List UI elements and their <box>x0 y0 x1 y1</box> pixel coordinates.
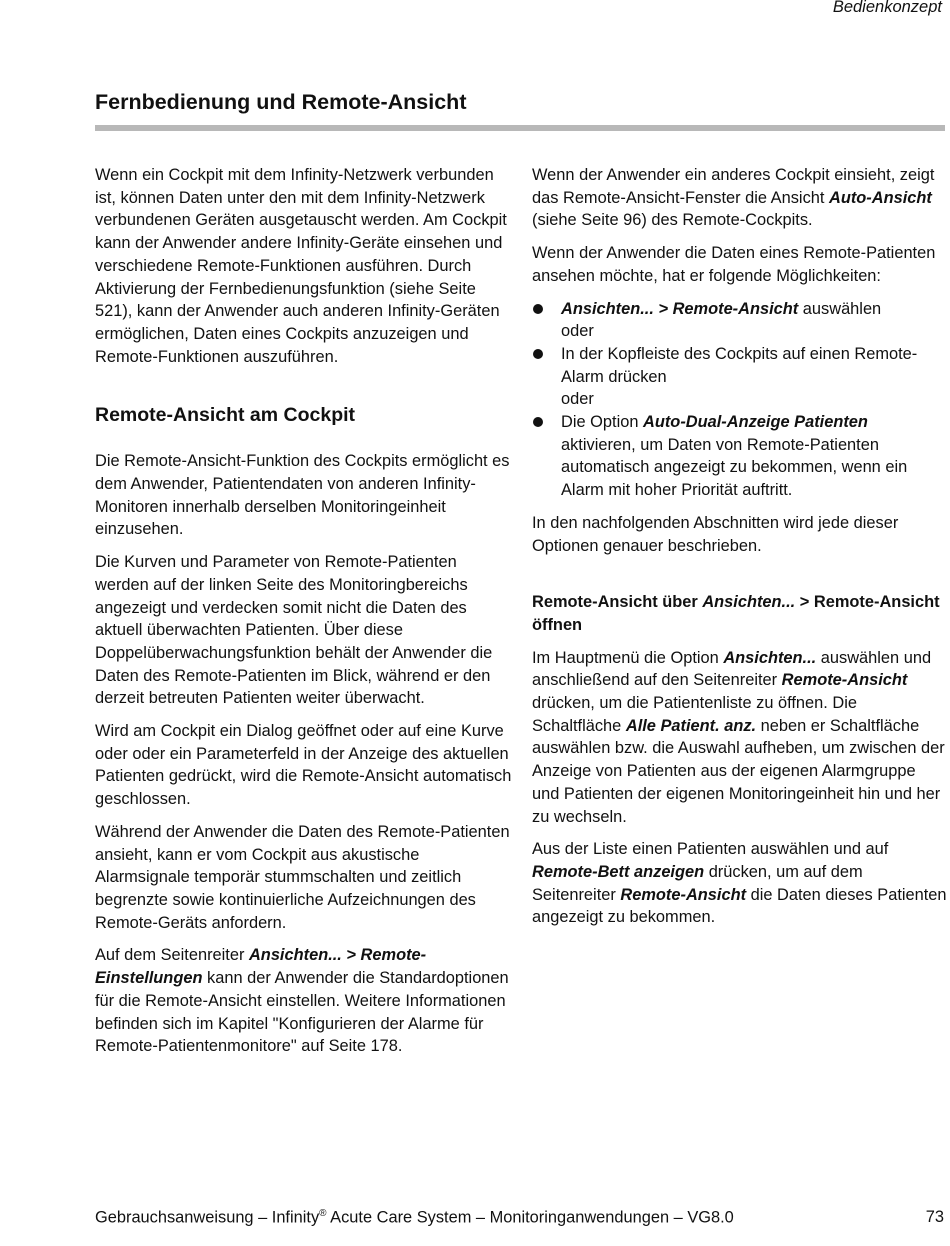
running-header: Bedienkonzept <box>832 0 942 16</box>
remote-view-paragraph: Die Remote-Ansicht-Funktion des Cockpits ermöglicht es dem Anwender, Patientendaten von anderen Infinity-Monitoren innerhalb derselben Monitoringeinheit einzusehen. <box>95 452 510 539</box>
bullet-icon <box>533 304 543 314</box>
footer-text: Gebrauchsanweisung – Infinity® Acute Care System – Monitoringanwendungen – VG8.0 <box>95 1208 734 1227</box>
settings-paragraph: Auf dem Seitenreiter Ansichten... > Remote-Einstellungen kann der Anwender die Standardoptionen für die Remote-Ansicht einstellen. Weitere Informationen befinden sich im Kapitel "Konfigurieren der Alarme für Remote-Patientenmonitore" auf Seite 178. <box>95 946 509 1056</box>
section-heading-remote-ansicht: Remote-Ansicht am Cockpit <box>95 404 356 427</box>
bullet-icon <box>533 417 543 427</box>
term-remote-ansicht: Remote-Ansicht <box>781 671 908 690</box>
term-alle-patient: Alle Patient. anz. <box>625 716 757 735</box>
intro-paragraph: Wenn ein Cockpit mit dem Infinity-Netzwerk verbunden ist, können Daten unter den mit dem Infinity-Netzwerk verbundenen Geräten ausgetauscht werden. Am Cockpit kann der Anwender andere Infinity-Geräte einsehen und verschiedene Remote-Funktionen ausführen. Durch Aktivierung der Fernbedienungsfunktion (siehe Seite 521), kann der Anwender auch anderen Infinity-Geräten ermöglichen, Daten eines Cockpits anzuzeigen und Remote-Funktionen auszuführen. <box>95 166 507 366</box>
auto-close-paragraph: Wird am Cockpit ein Dialog geöffnet oder auf eine Kurve oder oder ein Parameterfeld in der Anzeige des aktuellen Patienten gedrückt, wird die Remote-Ansicht automatisch geschlossen. <box>95 722 512 809</box>
alarm-silence-paragraph: Während der Anwender die Daten des Remote-Patienten ansieht, kann er vom Cockpit aus akustische Alarmsignale temporär stummschalten und zeitlich begrenzte sowie kontinuierliche Aufzeichnungen des Remote-Geräts anfordern. <box>95 822 510 932</box>
subsection-heading-open-remote-view: Remote-Ansicht über Ansichten... > Remote-Ansicht öffnen <box>532 593 940 634</box>
select-patient-paragraph: Aus der Liste einen Patienten auswählen und auf Remote-Bett anzeigen drücken, um auf dem Seitenreiter Remote-Ansicht die Daten dieses Patienten angezeigt zu bekommen. <box>532 840 947 927</box>
list-item: In der Kopfleiste des Cockpits auf einen Remote-Alarm drücken oder <box>532 343 947 411</box>
bullet-icon <box>533 349 543 359</box>
curves-paragraph: Die Kurven und Parameter von Remote-Patienten werden auf der linken Seite des Monitoringbereichs angezeigt und verdecken somit nicht die Daten des aktuell überwachten Patienten. Über diese Doppelüberwachungsfunktion behält der Anwender die Daten des Remote-Patienten im Blick, während er den derzeit betreuten Patienten weiter überwacht. <box>95 553 493 708</box>
list-item: Die Option Auto-Dual-Anzeige Patienten aktivieren, um Daten von Remote-Patienten automatisch angezeigt zu bekommen, wenn ein Alarm mit hoher Priorität auftritt. <box>532 411 947 502</box>
menu-path-remote-einstellungen: Ansichten... > Remote-Einstellungen <box>95 946 427 988</box>
page-title: Fernbedienung und Remote-Ansicht <box>95 90 467 114</box>
following-sections-paragraph: In den nachfolgenden Abschnitten wird jede dieser Optionen genauer beschrieben. <box>532 513 899 555</box>
option-auto-dual-anzeige: Auto-Dual-Anzeige Patienten <box>643 413 868 432</box>
other-cockpit-paragraph: Wenn der Anwender ein anderes Cockpit einsieht, zeigt das Remote-Ansicht-Fenster die Ansicht Auto-Ansicht (siehe Seite 96) des Remote-Cockpits. <box>532 166 935 230</box>
or-label: oder <box>561 322 594 341</box>
term-auto-ansicht: Auto-Ansicht <box>828 188 932 207</box>
page-number: 73 <box>925 1208 944 1226</box>
menu-path-remote-ansicht: Ansichten... > Remote-Ansicht <box>561 299 799 318</box>
term-remote-ansicht-tab: Remote-Ansicht <box>620 885 747 904</box>
title-rule <box>95 125 945 131</box>
term-remote-bett-anzeigen: Remote-Bett anzeigen <box>532 862 705 881</box>
options-intro-paragraph: Wenn der Anwender die Daten eines Remote-Patienten ansehen möchte, hat er folgende Möglichkeiten: <box>532 244 936 285</box>
registered-mark: ® <box>319 1208 327 1219</box>
or-label: oder <box>561 390 594 409</box>
left-column <box>95 164 513 1068</box>
options-list <box>532 298 947 502</box>
main-menu-paragraph: Im Hauptmenü die Option Ansichten... auswählen und anschließend auf den Seitenreiter Remote-Ansicht drücken, um die Patientenliste zu öffnen. Die Schaltfläche Alle Patient. anz. neben er Schaltfläche auswählen bzw. die Auswahl aufheben, um zwischen der Anzeige von Patienten aus der eigenen Alarmgruppe und Patienten der eigenen Monitoringeinheit hin und her zu wechseln. <box>532 648 945 826</box>
right-column <box>532 164 947 939</box>
term-ansichten: Ansichten... <box>723 648 817 667</box>
list-item: Ansichten... > Remote-Ansicht auswählen oder <box>532 298 947 343</box>
